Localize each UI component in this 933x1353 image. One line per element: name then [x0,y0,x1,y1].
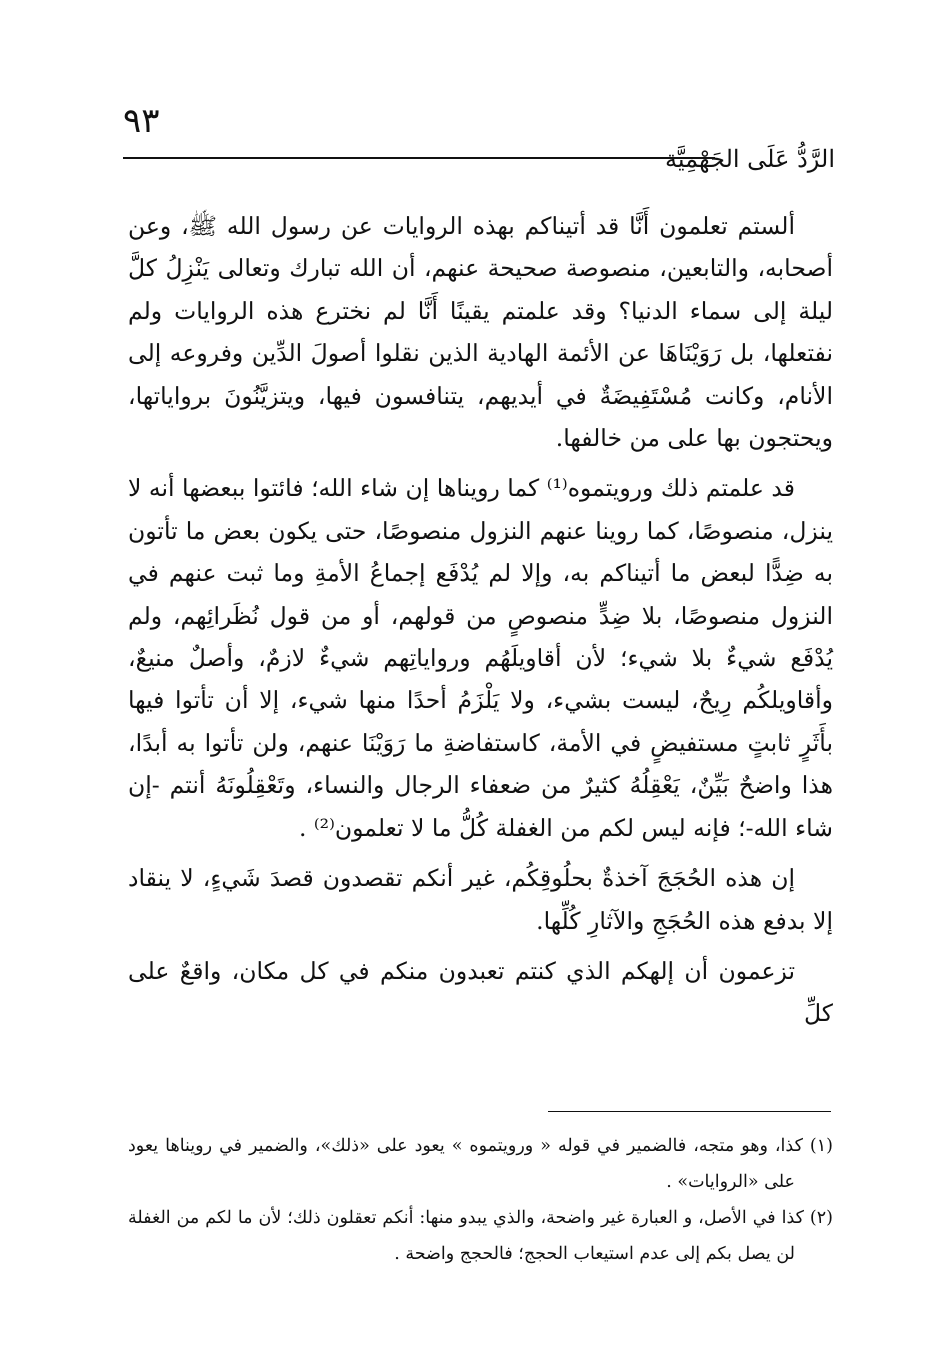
footnote-separator [548,1111,831,1112]
footnote: (١) كذا، وهو متجه، فالضمير في قوله « ورويتموه » يعود على «ذلك»، والضمير في رويناها يعود على «الروايات» . [128,1136,833,1192]
paragraph: إن هذه الحُجَجَ آخذةٌ بحلُوقِكُم، غير أنكم تقصدون قصدَ شَيءٍ، لا ينقاد إلا بدفع هذه الحُجَجِ والآثارِ كُلِّها. [128,864,833,935]
paragraph: تزعمون أن إلهكم الذي كنتم تعبدون منكم في كل مكان، واقعٌ على كلِّ [128,956,833,1028]
running-title: الرَّدُّ عَلَى الجَهْمِيَّة [665,145,835,173]
footnotes [128,1128,833,1272]
page-number: ٩٣ [123,101,160,141]
header-rule [123,157,715,159]
paragraph: ألستم تعلمون أَنَّا قد أتيناكم بهذه الروايات عن رسول الله ﷺ، وعن أصحابه، والتابعين، منصوصة صحيحة عنهم، أن الله تبارك وتعالى يَنْزِلُ كلَّ ليلة إلى سماء الدنيا؟ وقد علمتم يقينًا أَنَّا لم نخترع هذه الروايات ولم نفتعلها، بل رَوَيْنَاهَا عن الأئمة الهادية الذين نقلوا أصولَ الدِّين وفروعه إلى الأنام، وكانت مُسْتَفِيضَةٌ في أيديهم، يتنافسون فيها، ويتزيَّنُونَ برواياتها، ويحتجون بها على من خالفها. [128,212,833,453]
body-text [128,205,833,1035]
paragraph: قد علمتم ذلك ورويتموه⁽¹⁾ كما رويناها إن شاء الله؛ فائتوا ببعضها أنه لا ينزل، منصوصًا، كما روينا عنهم النزول منصوصًا، حتى يكون بعض ما تأتون به ضِدًّا لبعض ما أتيناكم به، وإلا لم يُدْفَع إجماعُ الأمةِ وما ثبت عنهم في النزول منصوصًا، بلا ضِدٍّ منصوصٍ من قولهم، أو من قول نُظَرائِهم، ولم يُدْفَع شيءٌ بلا شيء؛ لأن أقاويلَهُم ورواياتِهم شيءٌ لازمٌ، وأصلٌ منيعٌ، وأقاويلكُم رِيحٌ، ليست بشيء، ولا يَلْزَمُ أحدًا منها شيء، إلا أن تأتوا فيها بأَثَرٍ ثابتٍ مستفيضٍ في الأمة، كاستفاضةِ ما رَوَيْنَا عنهم، ولن تأتوا به أبدًا، هذا واضحٌ بَيِّنٌ، يَعْقِلُهُ كثيرٌ من ضعفاء الرجال والنساء، وتَعْقِلُونَهُ أنتم -إن شاء الله-؛ فإنه ليس لكم من الغفلة كُلُّ ما لا تعلمون⁽²⁾ . [128,474,833,842]
page-header [123,100,835,175]
footnote: (٢) كذا في الأصل، و العبارة غير واضحة، والذي يبدو منها: أنكم تعقلون ذلك؛ لأن ما لكم من الغفلة لن يصل بكم إلى عدم استيعاب الحجج؛ فالحجج واضحة . [128,1208,833,1264]
